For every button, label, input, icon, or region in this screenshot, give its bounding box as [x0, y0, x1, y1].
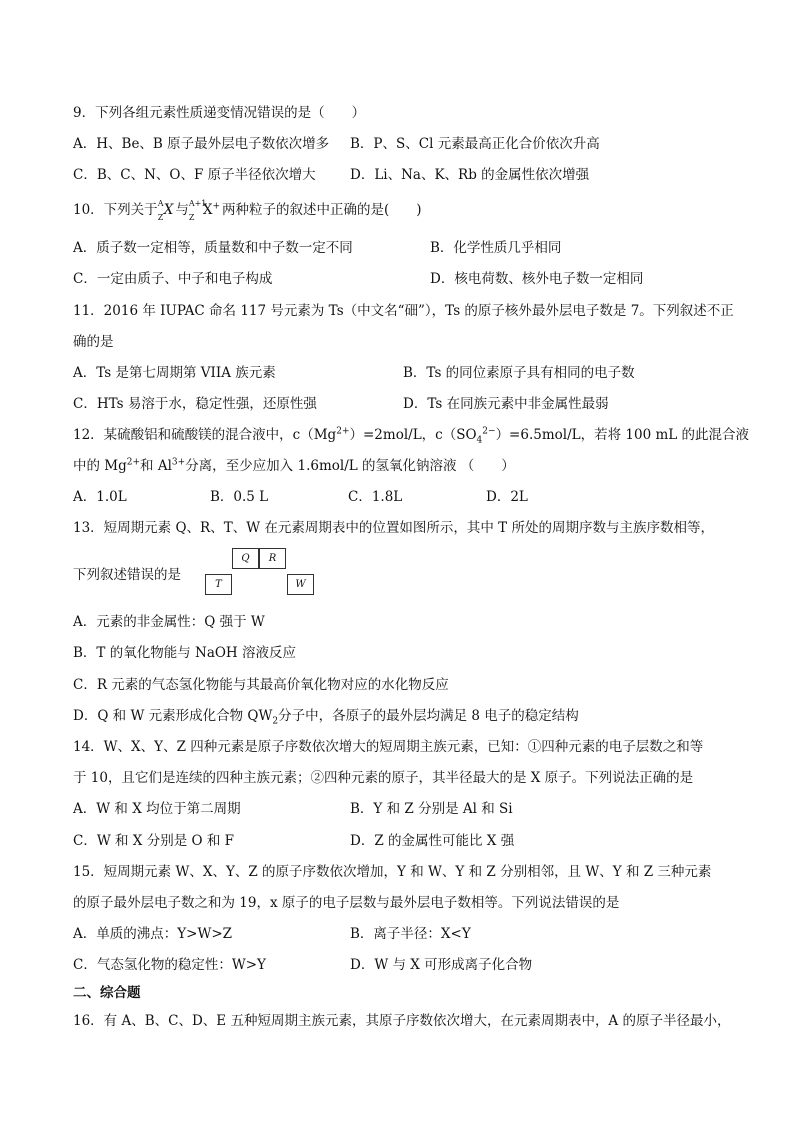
q13-stem-line2: 下列叙述错误的是 [73, 567, 181, 583]
cell-w: W [287, 574, 314, 595]
q10-option-a: A．质子数一定相等，质量数和中子数一定不同 [73, 240, 353, 256]
q12-option-a: A．1.0L [73, 489, 127, 505]
q13-option-c: C．R 元素的气态氢化物能与其最高价氧化物对应的水化物反应 [73, 677, 449, 693]
q15-stem-line1: 15．短周期元素 W、X、Y、Z 的原子序数依次增加，Y 和 W、Y 和 Z 分别相邻，且 W、Y 和 Z 三种元素 [73, 864, 712, 880]
q14-option-c: C．W 和 X 分别是 O 和 F [73, 833, 234, 849]
q9-option-d: D．Li、Na、K、Rb 的金属性依次增强 [350, 167, 590, 183]
q13-option-d: D．Q 和 W 元素形成化合物 $QW_2$分子中，各原子的最外层均满足 8 电子的稳定结构 [73, 708, 579, 727]
q10-option-b: B．化学性质几乎相同 [430, 240, 562, 256]
periodic-table-fragment [205, 548, 317, 598]
q16-stem-line1: 16．有 A、B、C、D、E 五种短周期主族元素，其原子序数依次增大，在元素周期表中，A 的原子半径最小， [73, 1013, 731, 1029]
q12-option-b: B．0.5 L [210, 489, 269, 505]
section-heading: 二、综合题 [73, 985, 141, 1001]
nuclide-2: A+1 Z X+ [188, 199, 220, 222]
q15-option-b: B．离子半径：X<Y [350, 926, 471, 942]
q11-option-b: B．Ts 的同位素原子具有相同的电子数 [403, 365, 635, 381]
q14-stem-line2: 于 10，且它们是连续的四种主族元素；②四种元素的原子，其半径最大的是 X 原子。下列说法正确的是 [73, 770, 694, 786]
q11-option-a: A．Ts 是第七周期第 VIIA 族元素 [73, 365, 276, 381]
q10-stem: 10．下列关于 A Z X 与 A+1 Z X+ 两种粒子的叙述中正确的是( ) [73, 199, 422, 222]
q14-option-b: B．Y 和 Z 分别是 Al 和 Si [350, 801, 513, 817]
q11-stem-line2: 确的是 [73, 334, 114, 350]
q14-option-a: A．W 和 X 均位于第二周期 [73, 801, 241, 817]
q9-option-c: C．B、C、N、O、F 原子半径依次增大 [73, 167, 316, 183]
q11-option-c: C．HTs 易溶于水，稳定性强，还原性强 [73, 396, 317, 412]
q14-stem-line1: 14．W、X、Y、Z 四种元素是原子序数依次增大的短周期主族元素，已知：①四种元素的电子层数之和等 [73, 739, 704, 755]
q11-option-d: D．Ts 在同族元素中非金属性最弱 [403, 396, 609, 412]
q14-option-d: D．Z 的金属性可能比 X 强 [350, 833, 515, 849]
q11-stem-line1: 11．2016 年 IUPAC 命名 117 号元素为 Ts（中文名“鿬”），Ts 的原子核外最外层电子数是 7。下列叙述不正 [73, 303, 734, 319]
q12-option-c: C．1.8L [348, 489, 403, 505]
q12-stem-line2: 中的 $Mg^{2+}$和 $Al^{3+}$分离，至少应加入 1.6mol/L 的氢氧化钠溶液 （ ） [73, 457, 515, 474]
q13-option-a: A．元素的非金属性：Q 强于 W [73, 614, 265, 630]
cell-q: Q [232, 548, 259, 569]
q10-option-d: D．核电荷数、核外电子数一定相同 [430, 271, 644, 287]
cell-r: R [259, 548, 286, 569]
q10-option-c: C．一定由质子、中子和电子构成 [73, 271, 273, 287]
q15-option-a: A．单质的沸点：Y>W>Z [73, 926, 233, 942]
q12-stem-line1: 12．某硫酸铝和硫酸镁的混合液中，$c(Mg^{2+})=2mol/L$，$c(SO_4^{2-})=6.5mol/L$，若将 100 mL 的此混合液 [73, 426, 750, 446]
q9-option-a: A．H、Be、B 原子最外层电子数依次增多 [73, 136, 330, 152]
q12-option-d: D．2L [486, 489, 528, 505]
q15-option-d: D．W 与 X 可形成离子化合物 [350, 957, 533, 973]
q9-option-b: B．P、S、Cl 元素最高正化合价依次升高 [350, 136, 600, 152]
nuclide-1: A Z X [157, 199, 174, 222]
q9-stem: 9．下列各组元素性质递变情况错误的是（ ） [73, 105, 366, 121]
q15-option-c: C．气态氢化物的稳定性：W>Y [73, 957, 266, 973]
q13-option-b: B．T 的氧化物能与 NaOH 溶液反应 [73, 645, 297, 661]
q13-stem-line1: 13．短周期元素 Q、R、T、W 在元素周期表中的位置如图所示，其中 T 所处的周期序数与主族序数相等， [73, 520, 714, 536]
q15-stem-line2: 的原子最外层电子数之和为 19，x 原子的电子层数与最外层电子数相等。下列说法错误的是 [73, 895, 620, 911]
cell-t: T [205, 574, 232, 595]
